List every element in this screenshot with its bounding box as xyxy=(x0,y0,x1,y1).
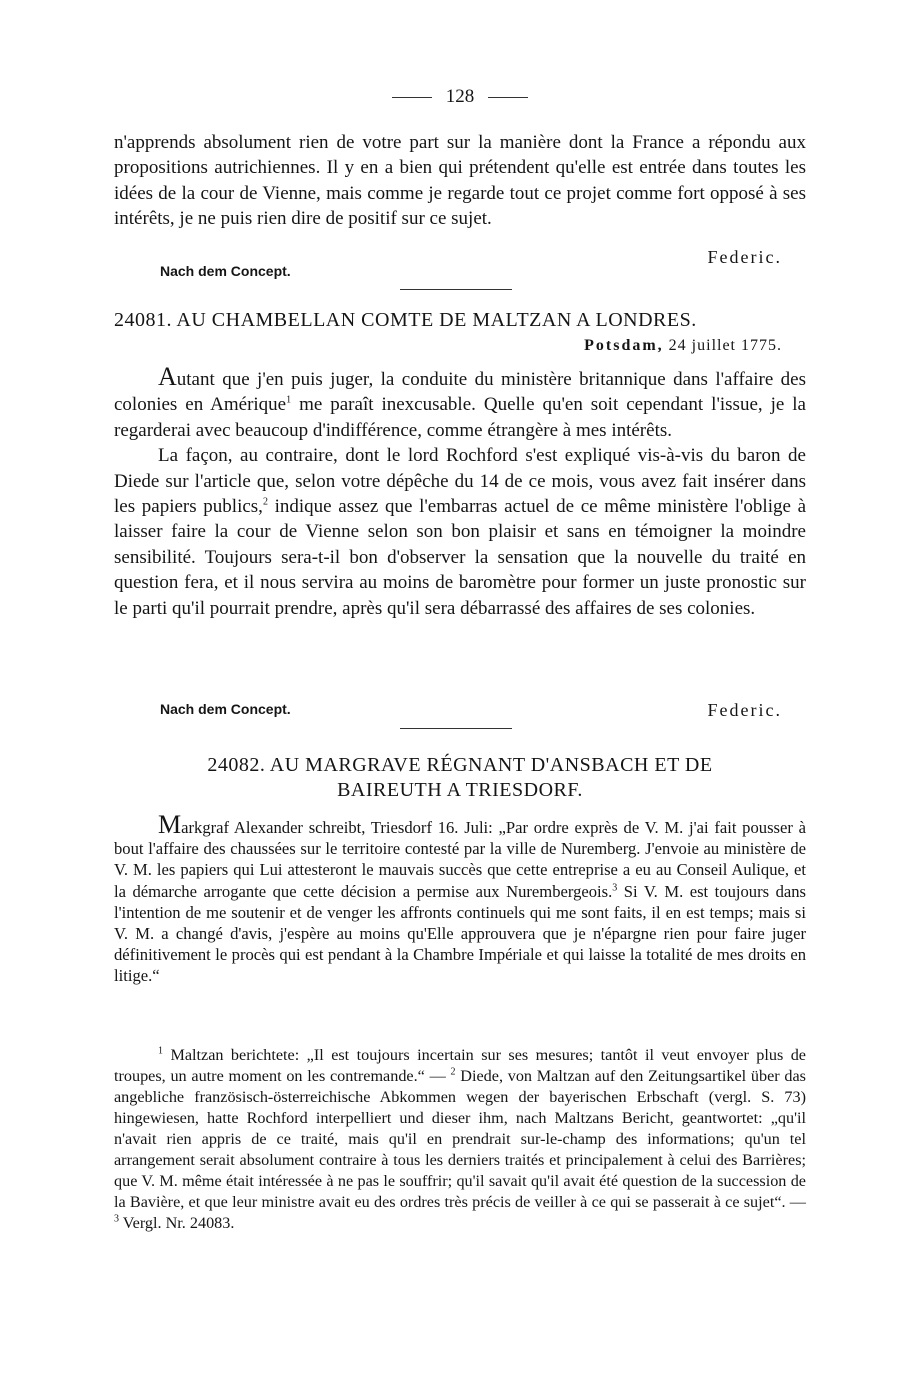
dateline-place: Potsdam, xyxy=(584,337,664,354)
footnote-ref-2: 2 xyxy=(262,496,268,508)
section-divider-2 xyxy=(400,728,512,729)
page-number: 128 xyxy=(445,86,475,107)
dateline-date: 24 juillet 1775. xyxy=(668,337,782,354)
letter-24082-text-a: arkgraf Alexander schreibt, Triesdorf 16. Juli: „Par ordre exprès de V. M. j'ai fait pousser à bout l'affaire des chaussées sur le territoire contesté par la ville de Nuremberg. J'envoie au ministère de V. M. les papiers qui Lui attesteront le mauvais succès que cette entreprise a eu au Conseil Aulique, et la démarche arrogante que cette décision a permise aux Nurembergeois. xyxy=(114,818,806,901)
letter-24081-title: 24081. AU CHAMBELLAN COMTE DE MALTZAN A LONDRES. xyxy=(114,309,697,331)
letter-24081-body xyxy=(114,364,806,621)
paragraph-2-text-b: indique assez que l'embarras actuel de ce même ministère l'oblige à laisser faire la cour de Vienne selon son bon plaisir et sans en témoigner la moindre sensibilité. Toujours sera-t-il bon d'observer la sensation que la nouvelle du traité en question fera, et il nous servira au moins de baromètre pour former un juste pronostic sur le parti qu'il pourrait prendre, après qu'il sera débarrassé des affaires de ses colonies. xyxy=(114,496,806,619)
footnotes-text xyxy=(114,1045,806,1234)
letter-24082-title xyxy=(114,754,806,802)
footnote-3-text: Vergl. Nr. 24083. xyxy=(119,1214,235,1232)
footnotes-section xyxy=(114,1045,806,1234)
letter-24082-title-line-1: 24082. AU MARGRAVE RÉGNANT D'ANSBACH ET DE xyxy=(207,754,713,776)
footnote-2-text: Diede, von Maltzan auf den Zeitungsartikel über das angebliche französisch-österreichische Abkommen wegen der bayerischen Erbschaft (vergl. S. 73) hingewiesen, hatte Rochford interpelliert und dieser ihm, nach Maltzans Bericht, geantwortet: „qu'il n'avait rien appris de ce traité, mais qu'il en prendrait sur-le-champ des informations; qu'un tel arrangement serait absolument contraire à tous les derniers traités et principalement à celui des Barrières; que V. M. même était intéressée à ne pas le souffrir; qu'il savait qu'il avait été question de la succession de la Bavière, et que leur ministre avait eu des ordres très précis de veiller à ce qui se passerait à ce sujet“. — xyxy=(114,1067,806,1211)
footnote-mark-3: 3 xyxy=(114,1213,119,1225)
letter-24082-body xyxy=(114,810,806,987)
footnote-mark-1: 1 xyxy=(158,1045,163,1057)
dropcap-a: A xyxy=(158,362,177,391)
intro-paragraph: n'apprends absolument rien de votre part sur la manière dont la France a répondu aux propositions autrichiennes. Il y en a bien qui prétendent qu'elle est entrée dans toutes les idées de la cour de Vienne, mais comme je regarde tout ce projet comme fort opposé à ses intérêts, je ne puis rien dire de positif sur ce sujet. xyxy=(114,132,806,230)
source-note-2: Nach dem Concept. xyxy=(160,701,291,717)
header-dash-left xyxy=(392,97,432,98)
dropcap-m: M xyxy=(158,810,182,839)
paragraph-1-text-a: utant que j'en puis juger, la conduite du ministère britannique dans l'affaire des colonies en Amérique xyxy=(114,369,806,416)
footnote-1-text: Maltzan berichtete: „Il est toujours incertain sur ses mesures; tantôt il veut envoyer plus de troupes, un autre moment on les contremande.“ — xyxy=(114,1046,806,1085)
source-note-1: Nach dem Concept. xyxy=(160,263,291,279)
paragraph-2-text-a: La façon, au contraire, dont le lord Rochford s'est expliqué vis-à-vis du baron de Diede sur l'article que, selon votre dépêche du 14 de ce mois, vous avez fait insérer dans les papiers publics, xyxy=(114,445,806,518)
footnote-mark-2: 2 xyxy=(450,1066,456,1078)
paragraph-1-text-b: me paraît inexcusable. Quelle qu'en soit cependant l'issue, je la regarderai avec beaucoup d'indifférence, comme étrangère à mes intérêts. xyxy=(114,394,806,441)
signature-2: Federic. xyxy=(707,700,782,720)
letter-24081-paragraph-2 xyxy=(114,443,806,621)
letter-24082-title-line-2: BAIREUTH A TRIESDORF. xyxy=(337,779,583,801)
footnote-ref-1: 1 xyxy=(286,395,292,407)
page-header xyxy=(114,86,806,108)
header-dash-right xyxy=(488,97,528,98)
letter-24082-text-b: Si V. M. est toujours dans l'intention de me soutenir et de venger les affronts continuels qui me sont faits, il en est temps; mais si V. M. a changé d'avis, j'espère au moins qu'Elle approuvera que je n'épargne rien pour faire juger définitivement le procès qui est pendant à la Chambre Impériale et qui laisse la totalité de mes droits en litige.“ xyxy=(114,881,806,986)
section-divider-1 xyxy=(400,289,512,290)
letter-24081-paragraph-1 xyxy=(114,364,806,443)
intro-paragraph-block xyxy=(114,130,806,232)
letter-24082-paragraph xyxy=(114,810,806,987)
footnote-ref-3: 3 xyxy=(612,882,618,894)
signature-1: Federic. xyxy=(707,247,782,267)
letter-24081-dateline xyxy=(584,337,782,355)
